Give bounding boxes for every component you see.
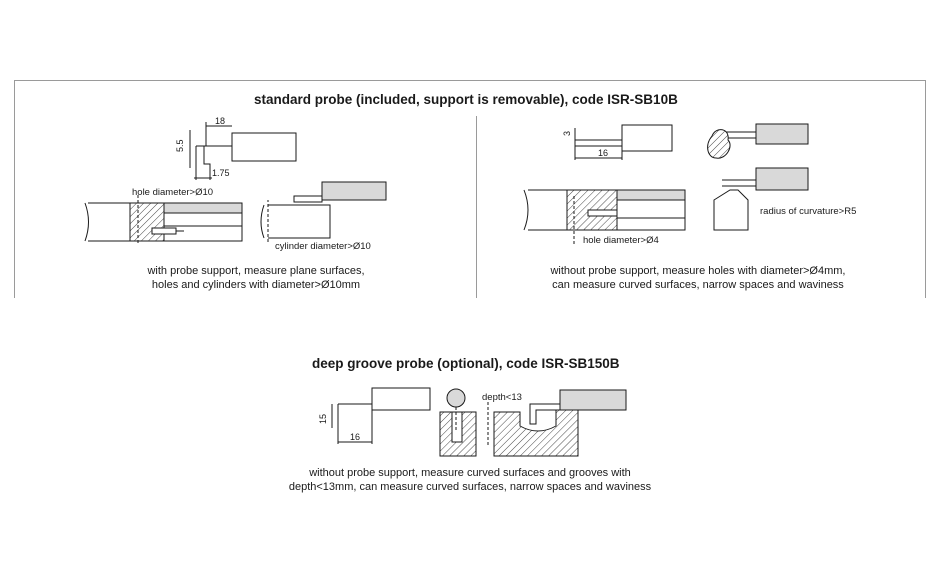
dim-3-label: 3: [562, 130, 572, 136]
depth-label: depth<13: [482, 392, 522, 403]
deep-caption-line2: depth<13mm, can measure curved surfaces, narrow spaces and waviness: [288, 481, 652, 493]
dim-16-label: 16: [598, 148, 609, 158]
hole-diameter-label: hole diameter>Ø10: [132, 187, 214, 198]
standard-right-caption-line1: without probe support, measure holes with diameter>Ø4mm,: [550, 265, 846, 277]
deep-probe-dimension-drawing: [332, 388, 430, 444]
dim-16-deep-label: 16: [350, 432, 361, 442]
dim-55-label: 5.5: [175, 139, 185, 152]
standard-left-caption: [96, 264, 416, 292]
radius-drawing: [714, 168, 808, 230]
deep-caption: [260, 466, 680, 494]
probe-tip-drawing: [575, 125, 672, 160]
deep-groove-probe-title: deep groove probe (optional), code ISR-SB150B: [312, 356, 620, 371]
curved-surface-drawing: [708, 124, 808, 158]
dim-18-label: 18: [215, 116, 226, 126]
cylinder-measurement-drawing: [261, 182, 386, 242]
hole-measurement-drawing: [85, 195, 242, 244]
standard-left-caption-line1: with probe support, measure plane surfaces,: [147, 265, 365, 277]
standard-right-caption-line2: can measure curved surfaces, narrow spaces and waviness: [552, 279, 844, 291]
radius-of-curvature-label: radius of curvature>R5: [760, 206, 857, 217]
deep-caption-line1: without probe support, measure curved surfaces and grooves with: [309, 467, 631, 479]
standard-left-caption-line2: holes and cylinders with diameter>Ø10mm: [151, 279, 361, 291]
probe-dimension-drawing: [190, 122, 296, 180]
groove-ball-drawing: [440, 389, 476, 456]
standard-right-caption: [508, 264, 888, 292]
cylinder-diameter-label: cylinder diameter>Ø10: [275, 241, 371, 252]
dim-175-label: 1.75: [212, 168, 230, 178]
small-hole-diameter-label: hole diameter>Ø4: [583, 235, 659, 246]
standard-probe-title: standard probe (included, support is removable), code ISR-SB10B: [254, 92, 678, 107]
dim-15-label: 15: [318, 413, 328, 424]
